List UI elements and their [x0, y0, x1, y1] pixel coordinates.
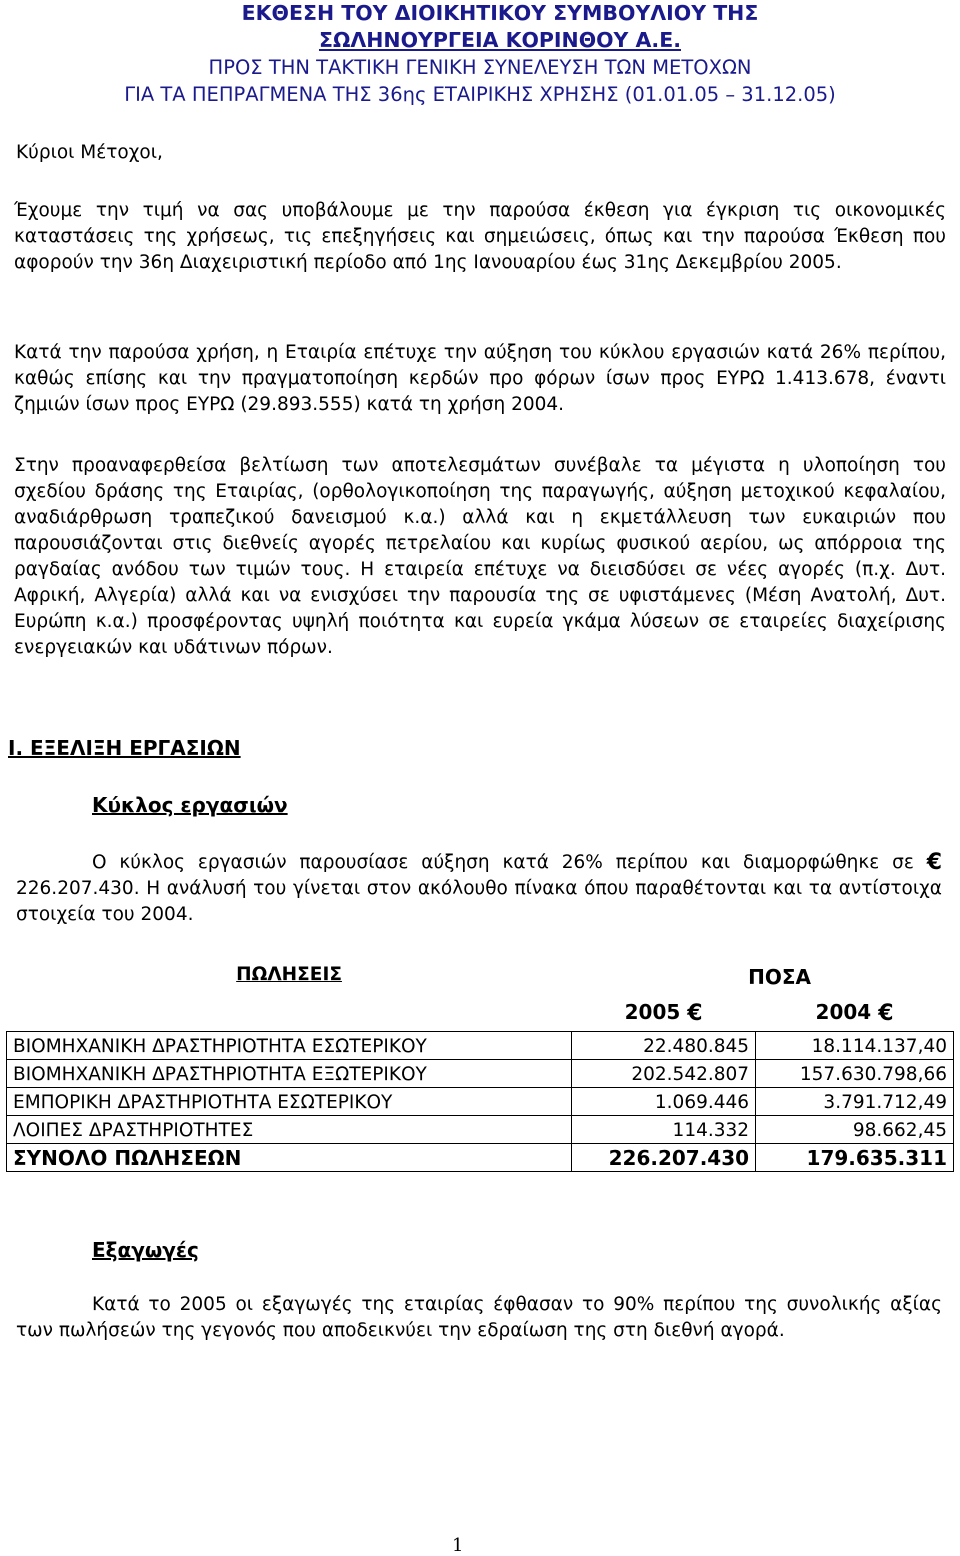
value-2004: 157.630.798,66 [756, 1060, 954, 1088]
turnover-text-a: Ο κύκλος εργασιών παρουσίασε αύξηση κατά 26% περίπου και διαμορφώθηκε σε [92, 852, 914, 873]
value-2004: 18.114.137,40 [756, 1032, 954, 1060]
turnover-text-b: 226.207.430. Η ανάλυσή του γίνεται στον ακόλουθο πίνακα όπου παραθέτονται και τα αντίστοιχα στοιχεία του 2004. [16, 878, 942, 925]
table-row [7, 1060, 954, 1088]
row-label: ΛΟΙΠΕΣ ΔΡΑΣΤΗΡΙΟΤΗΤΕΣ [7, 1116, 572, 1144]
table-row [7, 1088, 954, 1116]
total-2004: 179.635.311 [756, 1144, 954, 1172]
value-2005: 202.542.807 [572, 1060, 756, 1088]
euro-icon: € [687, 1000, 703, 1026]
value-2005: 22.480.845 [572, 1032, 756, 1060]
row-label: ΕΜΠΟΡΙΚΗ ΔΡΑΣΤΗΡΙΟΤΗΤΑ ΕΣΩΤΕΡΙΚΟΥ [7, 1088, 572, 1116]
document-page [8, 0, 947, 1341]
header-line4: ΓΙΑ ΤΑ ΠΕΠΡΑΓΜΕΝΑ ΤΗΣ 36ης ΕΤΑΙΡΙΚΗΣ ΧΡΗΣΗΣ (01.01.05 – 31.12.05) [124, 83, 836, 106]
table-year-row [7, 992, 954, 1032]
header-company-name: ΣΩΛΗΝΟΥΡΓΕΙΑ ΚΟΡΙΝΘΟΥ Α.Ε. [318, 28, 681, 52]
page-number: 1 [452, 1535, 464, 1556]
header-title-line1: ΕΚΘΕΣΗ ΤΟΥ ΔΙΟΙΚΗΤΙΚΟΥ ΣΥΜΒΟΥΛΙΟΥ ΤΗΣ [241, 1, 759, 25]
paragraph-intro: Έχουμε την τιμή να σας υποβάλουμε με την παρούσα έκθεση για έγκριση τις οικονομικές καταστάσεις της χρήσεως, τις επεξηγήσεις και σημειώσεις, όπως και την παρούσα Έκθεση που αφορούν την 36η Διαχειριστική περίοδο από 1ης Ιανουαρίου έως 31ης Δεκεμβρίου 2005. [14, 200, 946, 273]
greeting: Κύριοι Μέτοχοι, [16, 142, 163, 163]
row-label: ΒΙΟΜΗΧΑΝΙΚΗ ΔΡΑΣΤΗΡΙΟΤΗΤΑ ΕΣΩΤΕΡΙΚΟΥ [7, 1032, 572, 1060]
table-row [7, 1032, 954, 1060]
paragraph-turnover [16, 850, 942, 928]
header-line3: ΠΡΟΣ ΤΗΝ ΤΑΚΤΙΚΗ ΓΕΝΙΚΗ ΣΥΝΕΛΕΥΣΗ ΤΩΝ ΜΕΤΟΧΩΝ [208, 56, 752, 79]
value-2005: 1.069.446 [572, 1088, 756, 1116]
paragraph-results: Κατά την παρούσα χρήση, η Εταιρία επέτυχε την αύξηση του κύκλου εργασιών κατά 26% περίπου, καθώς επίσης και την πραγματοποίηση κερδών προ φόρων ίσων προς ΕΥΡΩ 1.413.678, έναντι ζημιών ίσων προς ΕΥΡΩ (29.893.555) κατά τη χρήση 2004. [14, 342, 946, 415]
column-header-sales: ΠΩΛΗΣΕΙΣ [236, 963, 342, 985]
table-header-row [7, 960, 954, 992]
euro-icon: € [926, 850, 942, 875]
paragraph-improvement: Στην προαναφερθείσα βελτίωση των αποτελεσμάτων συνέβαλε τα μέγιστα η υλοποίηση του σχεδίου δράσης της Εταιρίας, (ορθολογικοποίηση της παραγωγής, αύξηση μετοχικού κεφαλαίου, αναδιάρθρωση τραπεζικού δανεισμού κ.α.) αλλά και η εκμετάλλευση των ευκαιριών που παρουσιάζονται στις διεθνείς αγορές πετρελαίου και κυρίως φυσικού αερίου, ως απόρροια της ραγδαίας ανόδου των τιμών τους. Η εταιρεία επέτυχε να διεισδύσει σε νέες αγορές (π.χ. Δυτ. Αφρική, Αλγερία) αλλά και να ενισχύσει την παρουσία της σε υφιστάμενες (Μέση Ανατολή, Δυτ. Ευρώπη κ.α.) προσφέροντας υψηλή ποιότητα και ευρεία γκάμα λύσεων σε εταιρείες διαχείρισης ενεργειακών και υδάτινων πόρων. [14, 455, 946, 658]
row-label: ΒΙΟΜΗΧΑΝΙΚΗ ΔΡΑΣΤΗΡΙΟΤΗΤΑ ΕΞΩΤΕΡΙΚΟΥ [7, 1060, 572, 1088]
value-2004: 3.791.712,49 [756, 1088, 954, 1116]
total-label: ΣΥΝΟΛΟ ΠΩΛΗΣΕΩΝ [7, 1144, 572, 1172]
value-2005: 114.332 [572, 1116, 756, 1144]
column-header-amounts: ΠΟΣΑ [748, 964, 812, 989]
value-2004: 98.662,45 [756, 1116, 954, 1144]
total-2005: 226.207.430 [572, 1144, 756, 1172]
table-total-row [7, 1144, 954, 1172]
year-2004-header: 2004 € [815, 999, 894, 1026]
section-title: Ι. ΕΞΕΛΙΞΗ ΕΡΓΑΣΙΩΝ [8, 736, 241, 760]
euro-icon: € [878, 1000, 894, 1026]
report-header [14, 0, 946, 108]
paragraph-exports: Κατά το 2005 οι εξαγωγές της εταιρίας έφθασαν το 90% περίπου της συνολικής αξίας των πωλήσεών της γεγονός που αποδεικνύει την εδραίωση της στη διεθνή αγορά. [16, 1294, 942, 1341]
subsection-title-turnover: Κύκλος εργασιών [92, 793, 288, 817]
year-2005-header: 2005 € [624, 999, 703, 1026]
sales-table [6, 960, 954, 1172]
table-row [7, 1116, 954, 1144]
subsection-title-exports: Εξαγωγές [92, 1238, 199, 1262]
